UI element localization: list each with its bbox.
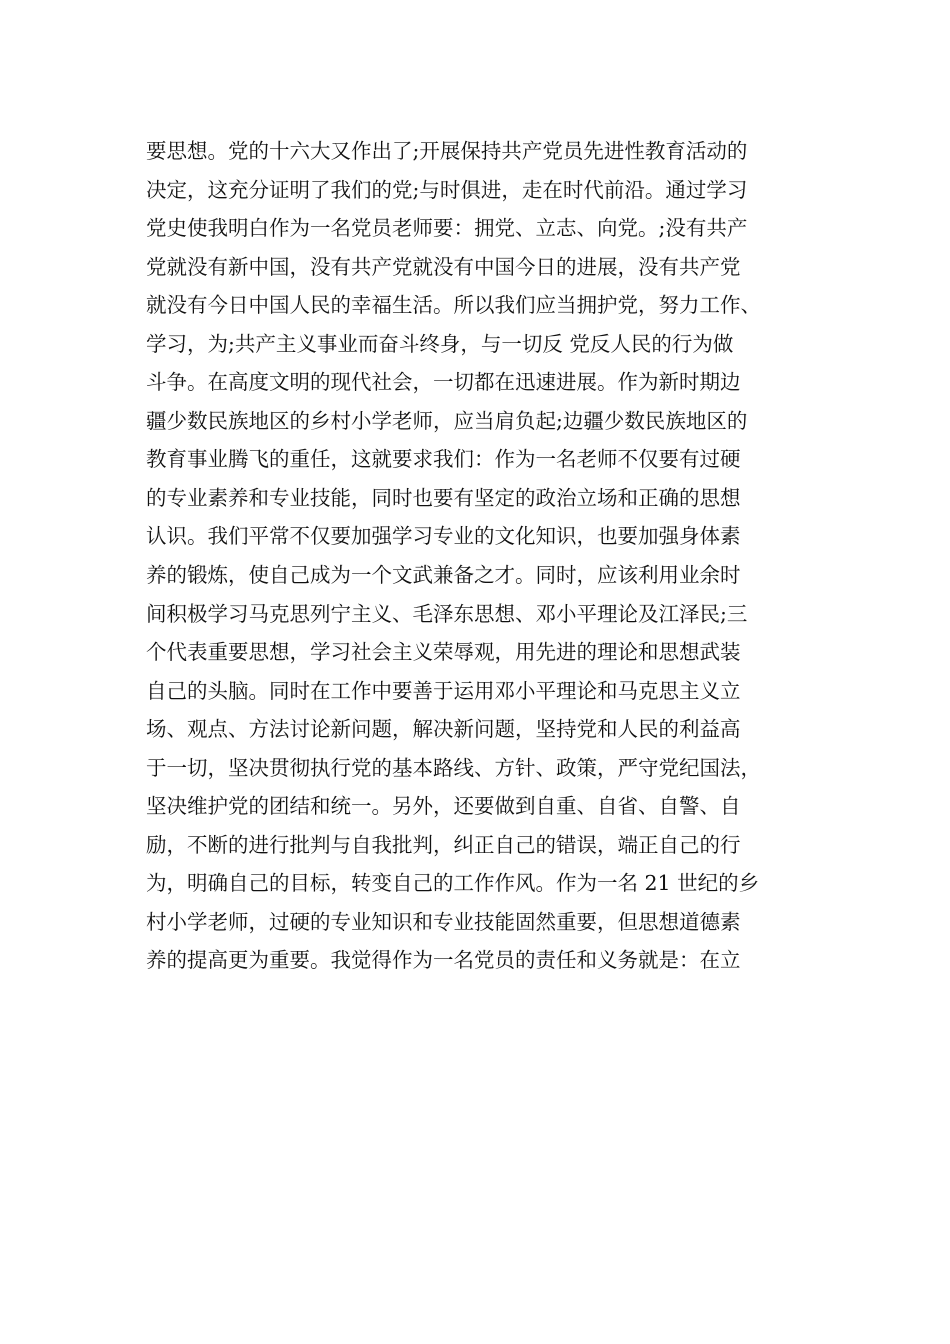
text-line: 的专业素养和专业技能，同时也要有坚定的政治立场和正确的思想: [146, 485, 741, 510]
text-line: 励，不断的进行批判与自我批判，纠正自己的错误，端正自己的行: [146, 832, 741, 857]
text-line: 场、观点、方法讨论新问题，解决新问题，坚持党和人民的利益高: [146, 717, 741, 742]
text-line: 决定，这充分证明了我们的党;与时俱进，走在时代前沿。通过学习: [146, 177, 748, 202]
text-line: 教育事业腾飞的重任，这就要求我们：作为一名老师不仅要有过硬: [146, 447, 741, 472]
text-line: 养的锻炼，使自己成为一个文武兼备之才。同时，应该利用业余时: [146, 563, 741, 588]
text-line: 斗争。在高度文明的现代社会，一切都在迅速进展。作为新时期边: [146, 370, 741, 395]
text-line: 为，明确自己的目标，转变自己的工作作风。作为一名 21 世纪的乡: [146, 871, 760, 896]
text-line: 要思想。党的十六大又作出了;开展保持共产党员先进性教育活动的: [146, 139, 748, 163]
text-line: 个代表重要思想，学习社会主义荣辱观，用先进的理论和思想武装: [146, 640, 741, 665]
text-line: 党就没有新中国，没有共产党就没有中国今日的进展，没有共产党: [146, 254, 741, 279]
text-line: 学习，为;共产主义事业而奋斗终身，与一切反 党反人民的行为做: [146, 331, 734, 356]
text-line: 村小学老师，过硬的专业知识和专业技能固然重要，但思想道德素: [146, 909, 741, 934]
text-line: 间积极学习马克思列宁主义、毛泽东思想、邓小平理论及江泽民;三: [146, 601, 748, 626]
text-line: 于一切，坚决贯彻执行党的基本路线、方针、政策，严守党纪国法，: [146, 755, 761, 780]
text-line: 就没有今日中国人民的幸福生活。所以我们应当拥护党，努力工作、: [146, 293, 761, 318]
text-line: 养的提高更为重要。我觉得作为一名党员的责任和义务就是：在立: [146, 948, 741, 973]
text-line: 自己的头脑。同时在工作中要善于运用邓小平理论和马克思主义立: [146, 678, 741, 703]
body-text: [146, 132, 816, 980]
text-line: 认识。我们平常不仅要加强学习专业的文化知识，也要加强身体素: [146, 524, 741, 549]
text-line: 党史使我明白作为一名党员老师要：拥党、立志、向党。;没有共产: [146, 216, 748, 241]
text-line: 坚决维护党的团结和统一。另外，还要做到自重、自省、自警、自: [146, 794, 741, 819]
text-line: 疆少数民族地区的乡村小学老师，应当肩负起;边疆少数民族地区的: [146, 408, 748, 433]
